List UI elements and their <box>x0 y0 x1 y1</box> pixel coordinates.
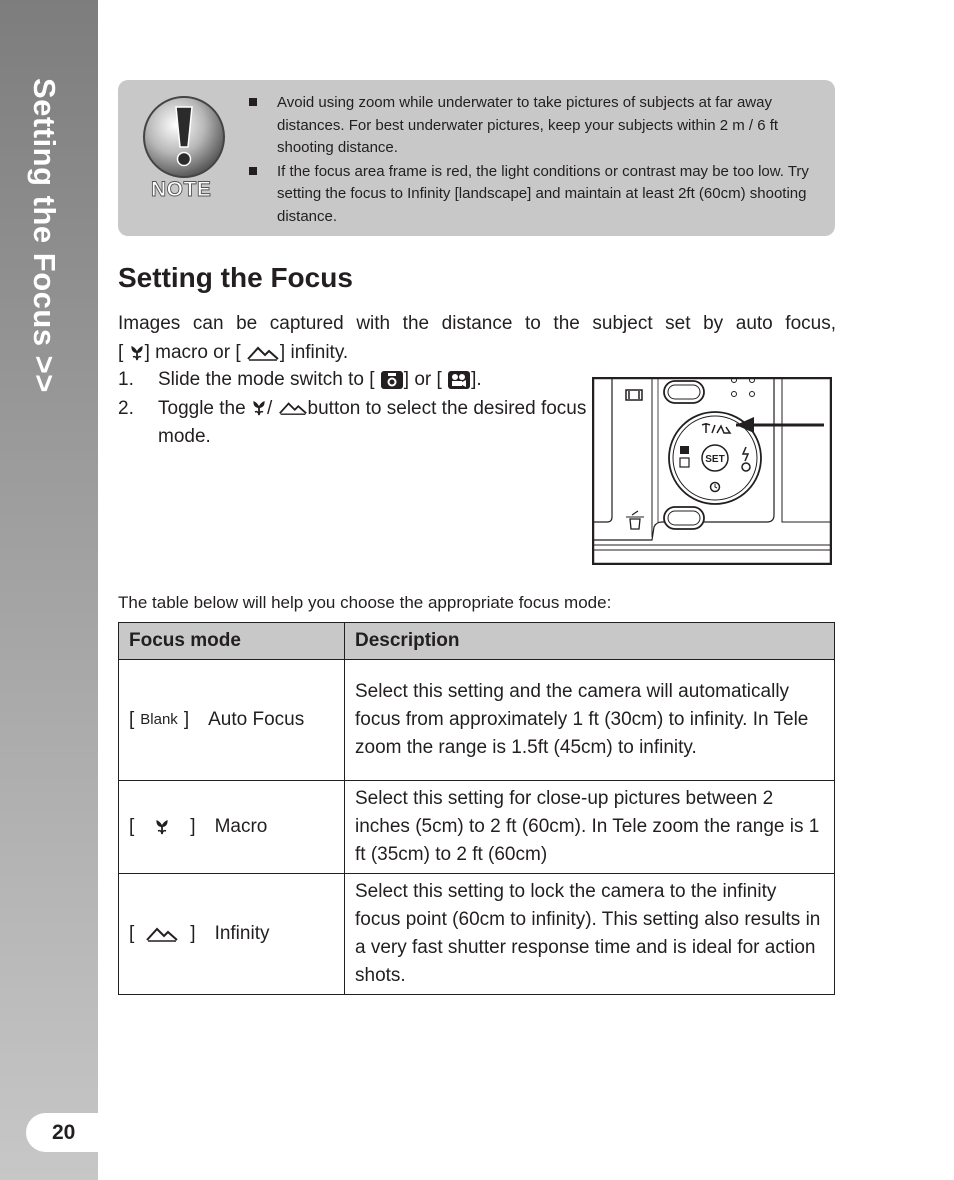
step-text: Toggle the <box>158 397 246 419</box>
table-intro: The table below will help you choose the appropriate focus mode: <box>118 593 612 612</box>
header-focus-mode: Focus mode <box>119 623 345 660</box>
mode-name: Macro <box>214 816 268 837</box>
description-cell: Select this setting for close-up pictures between 2 inches (5cm) to 2 ft (60cm). In Tele zoom the range is 1 ft (35cm) to 2 ft (60cm) <box>345 781 835 874</box>
bracket-left: [ <box>129 709 135 730</box>
set-button-label: SET <box>705 454 725 465</box>
bullet-square-icon <box>249 98 257 106</box>
step-text: Slide the mode switch to [ <box>158 369 375 390</box>
bracket-text: [ <box>118 342 124 363</box>
bracket-right: ] <box>183 709 190 730</box>
camera-icon <box>380 370 404 390</box>
intro-line-2 <box>118 338 348 368</box>
step-number: 2. <box>118 397 134 419</box>
focus-mode-table <box>118 622 835 995</box>
blank-label: Blank <box>140 711 178 728</box>
infinity-icon <box>278 399 308 417</box>
step-2 <box>118 395 588 452</box>
table-row <box>119 874 835 995</box>
mode-name: Infinity <box>214 923 270 944</box>
table-header-row <box>119 623 835 660</box>
infinity-icon <box>246 344 280 362</box>
macro-icon <box>129 344 145 362</box>
note-item-text: If the focus area frame is red, the light conditions or contrast may be too low. Try setting the focus to Infinity [landscape] and maintain at least 2ft (60cm) shooting distance. <box>277 162 809 225</box>
step-1 <box>118 366 588 395</box>
description-cell: Select this setting and the camera will automatically focus from approximately 1 ft (30cm) to infinity. In Tele zoom the range is 1.5ft (45cm) to infinity. <box>345 660 835 781</box>
sidebar-title: Setting the Focus >> <box>27 78 62 393</box>
step-text: ]. <box>471 369 482 390</box>
bracket-right: ] <box>190 923 196 944</box>
description-cell: Select this setting to lock the camera to the infinity focus point (60cm to infinity). This setting also results in a very fast shutter response time and is ideal for action shots. <box>345 874 835 995</box>
mode-name: Auto Focus <box>208 709 305 730</box>
step-number: 1. <box>118 369 134 390</box>
header-description: Description <box>345 623 835 660</box>
bracket-left: [ <box>129 923 135 944</box>
macro-icon <box>251 399 267 417</box>
step-text: / <box>266 397 273 419</box>
page-number: 20 <box>52 1121 76 1144</box>
camera-back-illustration <box>592 377 832 565</box>
table-row <box>119 660 835 781</box>
macro-icon <box>134 818 190 836</box>
bullet-square-icon <box>249 167 257 175</box>
video-camera-icon <box>447 370 471 390</box>
intro-line-1: Images can be captured with the distance to the subject set by auto focus, <box>118 313 836 334</box>
step-text: button to select the desired focus mode. <box>158 397 587 447</box>
table-row <box>119 781 835 874</box>
infinity-text: ] infinity. <box>279 342 349 363</box>
note-item-text: Avoid using zoom while underwater to take pictures of subjects at far away distances. For best underwater pictures, keep your subjects within 2 m / 6 ft shooting distance. <box>277 94 779 156</box>
focus-mode-cell <box>119 660 345 781</box>
note-item <box>246 161 824 229</box>
note-label: NOTE <box>151 178 212 201</box>
macro-text: ] macro or [ <box>144 342 241 363</box>
note-item <box>246 92 824 160</box>
step-text: ] or [ <box>403 369 442 390</box>
exclamation-icon <box>142 95 226 179</box>
section-title: Setting the Focus <box>118 262 353 293</box>
steps-list <box>118 366 588 452</box>
bracket-right: ] <box>190 816 196 837</box>
focus-mode-cell <box>119 781 345 874</box>
infinity-icon <box>134 925 190 943</box>
focus-mode-cell <box>119 874 345 995</box>
note-list <box>246 92 824 229</box>
bracket-left: [ <box>129 816 135 837</box>
